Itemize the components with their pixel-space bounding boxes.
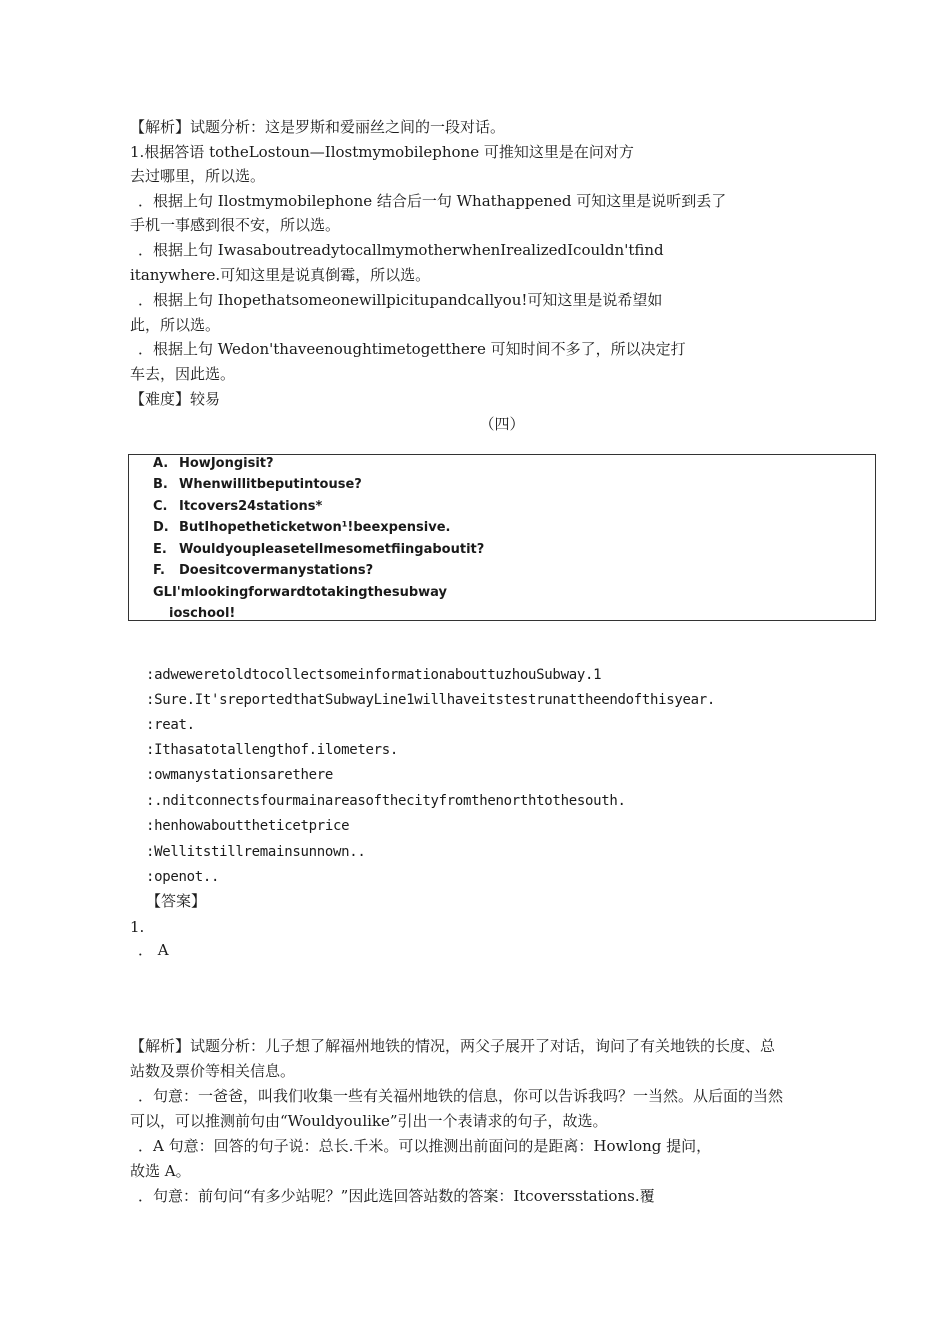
option-b: B. Whenwillitbeputintouse? — [153, 477, 362, 492]
option-c: C. Itcovers24stations* — [153, 499, 323, 514]
section-title: （四） — [479, 415, 525, 433]
analysis-heading-2-line-2: 站数及票价等相关信息。 — [130, 1062, 296, 1080]
option-e: E. Wouldyoupleasetellmesometfiingaboutit? — [153, 542, 485, 557]
answer-value: ． A — [138, 941, 169, 959]
analysis-point-3-line-1: ．根据上句 IwasaboutreadytocallmymotherwhenIrealizedIcouldn'tfind — [138, 241, 664, 259]
analysis-point-1-line-2: 去过哪里，所以选。 — [130, 167, 266, 185]
option-d: D. ButIhopetheticketwon¹!beexpensive. — [153, 520, 451, 535]
analysis-heading: 【解析】试题分析：这是罗斯和爱丽丝之间的一段对话。 — [130, 118, 506, 136]
option-f: F. Doesitcovermanystations? — [153, 563, 374, 578]
question-3-line-1: ．句意：前句问“有多少站呢？”因此选回答站数的答案：Itcoversstations.覆 — [138, 1187, 655, 1205]
question-2-line-2: 故选 A。 — [130, 1162, 191, 1180]
dialogue-line: :henhowabouttheticetprice — [146, 818, 350, 834]
option-a: A. HowJongisit? — [153, 456, 274, 471]
dialogue-line: :.nditconnectsfourmainareasofthecityfromthenorthtothesouth. — [146, 793, 626, 809]
analysis-point-2-line-1: ．根据上句 Ilostmymobilephone 结合后一句 Whathappened 可知这里是说听到丢了 — [138, 192, 727, 210]
dialogue-line: :openot.. — [146, 869, 220, 885]
dialogue-line: :adweweretoldtocollectsomeinformationabouttuzhouSubway.1 — [146, 667, 602, 683]
options-box — [128, 454, 876, 621]
analysis-heading-2-line-1: 【解析】试题分析：儿子想了解福州地铁的情况，两父子展开了对话，询问了有关地铁的长度、总 — [130, 1037, 776, 1055]
dialogue-line: :owmanystationsarethere — [146, 767, 333, 783]
question-2-line-1: ．A 句意：回答的句子说：总长.千米。可以推测出前面问的是距离：Howlong 提问， — [138, 1137, 712, 1155]
question-1-line-1: ．句意：一爸爸，叫我们收集一些有关福州地铁的信息，你可以告诉我吗？一当然。从后面的当然 — [138, 1087, 784, 1105]
dialogue-line: :Ithasatotallengthof.ilometers. — [146, 742, 398, 758]
answer-heading: 【答案】 — [146, 892, 207, 910]
question-1-line-2: 可以，可以推测前句由“Wouldyoulike”引出一个表请求的句子，故选。 — [130, 1112, 608, 1130]
dialogue-line: :reat. — [146, 717, 195, 733]
analysis-point-4-line-2: 此，所以选。 — [130, 316, 221, 334]
answer-number: 1. — [130, 918, 145, 936]
difficulty-label: 【难度】较易 — [130, 390, 221, 408]
option-g-line-1: GLI'mlookingforwardtotakingthesubway — [153, 585, 448, 600]
analysis-point-5-line-2: 车去，因此选。 — [130, 365, 236, 383]
analysis-point-5-line-1: ．根据上句 Wedon'thaveenoughtimetogetthere 可知时间不多了，所以决定打 — [138, 340, 686, 358]
analysis-point-1-line-1: 1.根据答语 totheLostoun—Ilostmymobilephone 可推知这里是在问对方 — [130, 143, 634, 161]
dialogue-line: :Sure.It'sreportedthatSubwayLine1willhaveitstestrunattheendofthisyear. — [146, 692, 716, 708]
option-g-line-2: ioschool! — [169, 606, 236, 621]
dialogue-line: :Wellitstillremainsunnown.. — [146, 844, 366, 860]
analysis-point-2-line-2: 手机一事感到很不安，所以选。 — [130, 216, 341, 234]
analysis-point-4-line-1: ．根据上句 Ihopethatsomeonewillpicitupandcallyou!可知这里是说希望如 — [138, 291, 663, 309]
analysis-point-3-line-2: itanywhere.可知这里是说真倒霉，所以选。 — [130, 266, 431, 284]
